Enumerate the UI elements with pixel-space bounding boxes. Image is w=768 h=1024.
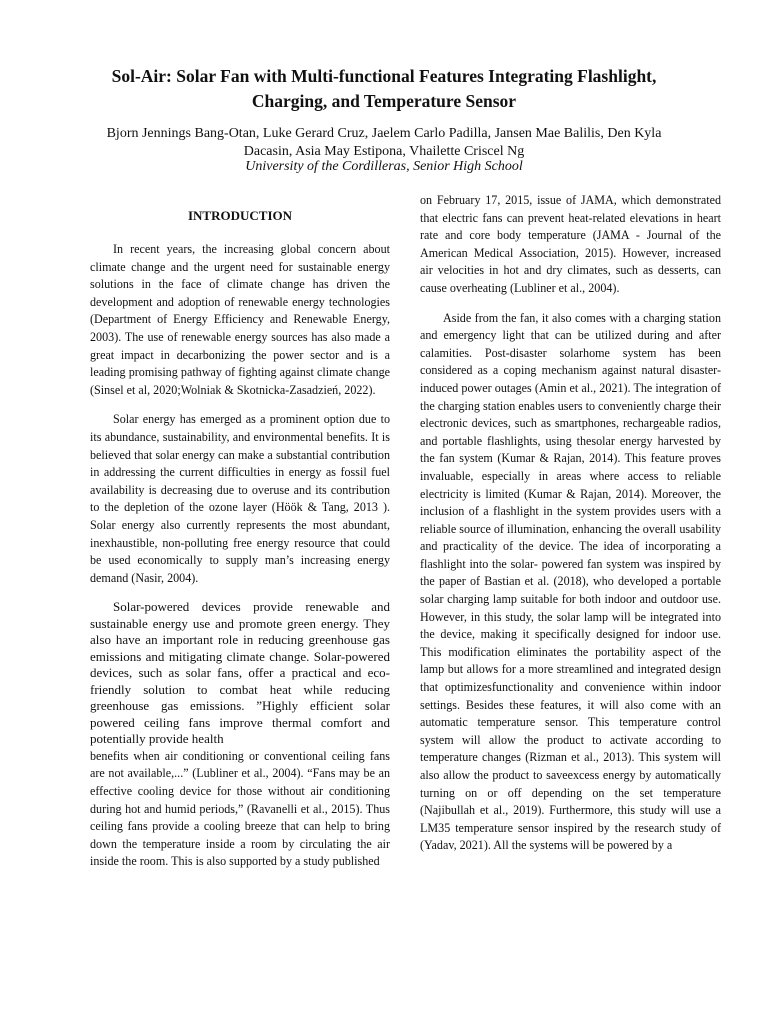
section-heading-introduction: INTRODUCTION bbox=[187, 208, 292, 223]
author-list: Bjorn Jennings Bang-Otan, Luke Gerard Cruz, Jaelem Carlo Padilla, Jansen Mae Balilis, Den Kyla Dacasin, Asia May Estipona, Vhailette Criscel Ng bbox=[106, 126, 662, 159]
body-paragraph: on February 17, 2015, issue of JAMA, which demonstrated that electric fans can prevent heat-related elevations in heart rate and core body temperature (JAMA - Journal of the American Medical Association, 2015). However, increased air velocities in hot and dry climates, such as desserts, can cause overheating (Lubliner et al., 2004). bbox=[420, 193, 721, 295]
body-paragraph: Aside from the fan, it also comes with a charging station and emergency light that can be utilized during and after calamities. Post-disaster solarhome system has been considered as a coping mechanism against natural disaster-induced power outages (Amin et al., 2021). The integration of the charging station enables users to conveniently charge their electronic devices, such as smartphones, rechargeable radios, and portable flashlights, using thesolar energy harvested by the fan system (Kumar & Rajan, 2014). This feature proves invaluable, especially in areas where access to reliable electricity is limited (Kumar & Rajan, 2014). Moreover, the inclusion of a flashlight in the system provides users with a reliable source of illumination, enhancing the overall usability and practicality of the device. The idea of incorporating a flashlight into the solar- powered fan system was inspired by the paper of Bastian et al. (2018), who developed a portable solar charging lamp suitable for both indoor and outdoor use. However, in this study, the solar lamp will be integrated into the device, making it specifically designed for indoor use. This modification eliminates the portability aspect of the lamp but allows for a more streamlined and integrated design that optimizesfunctionality and convenience within indoor settings. Besides these features, it will also come with an automatic temperature sensor. This temperature control system will allow the product to activate according to temperature changes (Rizman et al., 2013). This system will also allow the product to saveexcess energy by automatically turning on or off depending on the set temperature (Najibullah et al., 2019). Furthermore, this study will use a LM35 temperature sensor inspired by the research study of (Yadav, 2021). All the systems will be powered by a bbox=[420, 310, 721, 853]
right-column bbox=[420, 192, 721, 867]
body-paragraph: benefits when air conditioning or conventional ceiling fans are not available,...” (Lubliner et al., 2004). “Fans may be an effective cooling device for those without air conditioning during hot and humid periods,” (Ravanelli et al., 2015). Thus ceiling fans provide a cooling breeze that can help to bring down the temperature inside a room by circulating the air inside the room. This is also supported by a study published bbox=[90, 748, 390, 869]
body-paragraph: In recent years, the increasing global concern about climate change and the urgent need for sustainable energy solutions in the face of climate change has driven the development and adoption of renewable energy technologies (Department of Energy Efficiency and Renewable Energy, 2003). The use of renewable energy sources has also made a great impact in decarbonizing the power sector and is a leading promising pathway of fighting against climate change (Sinsel et al, 2020;Wolniak & Skotnicka-Zasadzień, 2022). bbox=[90, 242, 390, 397]
affiliation: University of the Cordilleras, Senior High School bbox=[245, 159, 523, 174]
body-paragraph: Solar energy has emerged as a prominent option due to its abundance, sustainability, and environmental benefits. It is believed that solar energy can make a substantial contribution in addressing the current difficulties in energy as fossil fuel availability is decreasing due to overuse and its contribution to the depletion of the ozone layer (Höök & Tang, 2013 ). Solar energy also currently represents the most abundant, inexhaustible, non-polluting free energy resource that could be used economically to supply man’s increasing energy demand (Nasir, 2004). bbox=[90, 412, 390, 585]
left-column bbox=[90, 207, 390, 883]
body-paragraph: Solar-powered devices provide renewable and sustainable energy use and promote green energy. They also have an important role in reducing greenhouse gas emissions and mitigating climate change. Solar-powered devices, such as solar fans, offer a practical and eco-friendly solution to combat heat while reducing greenhouse gas emissions. ”Highly efficient solar powered ceiling fans improve thermal comfort and potentially provide health bbox=[90, 599, 390, 747]
paper-title: Sol-Air: Solar Fan with Multi-functional Features Integrating Flashlight, Charging, and Temperature Sensor bbox=[111, 66, 657, 111]
